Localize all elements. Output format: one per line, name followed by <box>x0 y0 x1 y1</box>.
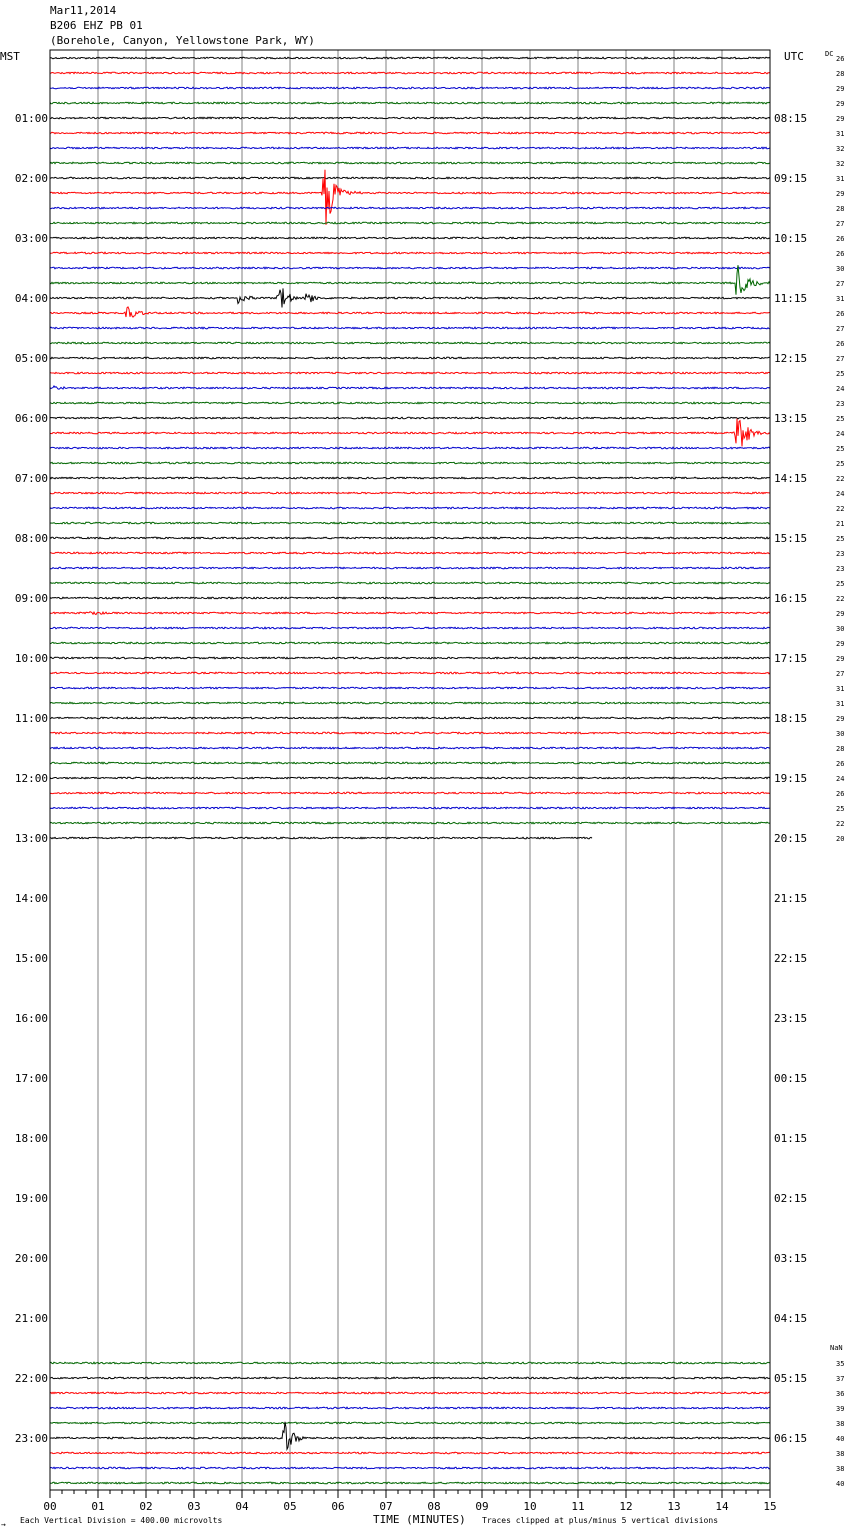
dc-offset-value: 30 <box>836 265 845 273</box>
trace-line <box>50 267 770 269</box>
trace-line <box>50 288 770 307</box>
trace-line <box>50 777 770 779</box>
station-code: B206 EHZ PB 01 <box>50 19 143 32</box>
trace-line <box>50 582 770 584</box>
trace-line <box>50 792 770 794</box>
left-hour-label: 02:00 <box>14 172 48 185</box>
dc-offset-value: 27 <box>836 220 845 228</box>
left-hour-label: 22:00 <box>14 1372 48 1385</box>
x-tick-label: 10 <box>523 1500 537 1513</box>
dc-offset-value: 24 <box>836 385 845 393</box>
dc-offset-value: 20 <box>836 835 845 843</box>
dc-offset-value: 32 <box>836 160 845 168</box>
dc-offset-value: 21 <box>836 520 845 528</box>
trace-line <box>50 1407 770 1409</box>
dc-offset-value: 25 <box>836 460 845 468</box>
right-hour-label: 16:15 <box>774 592 808 605</box>
right-hour-label: 09:15 <box>774 172 808 185</box>
dc-offset-value: 23 <box>836 400 845 408</box>
trace-line <box>50 807 770 809</box>
trace-line <box>50 132 770 134</box>
trace-line <box>50 552 770 554</box>
right-hour-label: 15:15 <box>774 532 808 545</box>
dc-offset-value: 22 <box>836 475 845 483</box>
right-hour-label: 20:15 <box>774 832 808 845</box>
trace-line <box>50 447 770 449</box>
dc-offset-value: 27 <box>836 355 845 363</box>
trace-line <box>50 702 770 704</box>
left-hour-label: 14:00 <box>14 892 48 905</box>
left-hour-label: 15:00 <box>14 952 48 965</box>
trace-line <box>50 357 770 359</box>
dc-offset-value: 24 <box>836 775 845 783</box>
trace-line <box>50 1452 770 1454</box>
left-hour-label: 20:00 <box>14 1252 48 1265</box>
station-location: (Borehole, Canyon, Yellowstone Park, WY) <box>50 34 315 47</box>
trace-line <box>50 837 592 839</box>
trace-line <box>50 612 770 615</box>
trace-line <box>50 762 770 764</box>
dc-offset-value: 29 <box>836 115 845 123</box>
right-hour-label: 21:15 <box>774 892 808 905</box>
dc-offset-value: 26 <box>836 790 845 798</box>
trace-line <box>50 307 770 317</box>
trace-line <box>50 72 770 74</box>
trace-line <box>50 87 770 89</box>
trace-line <box>50 672 770 674</box>
dc-offset-value: 29 <box>836 655 845 663</box>
left-hour-label: 12:00 <box>14 772 48 785</box>
trace-line <box>50 57 770 59</box>
dc-offset-value: 25 <box>836 535 845 543</box>
left-hour-label: 01:00 <box>14 112 48 125</box>
dc-offset-value: 31 <box>836 130 845 138</box>
dc-offset-value: 40 <box>836 1435 845 1443</box>
left-hour-label: 06:00 <box>14 412 48 425</box>
right-hour-label: 14:15 <box>774 472 808 485</box>
trace-line <box>50 492 770 494</box>
left-hour-label: 10:00 <box>14 652 48 665</box>
dc-offset-value: 25 <box>836 370 845 378</box>
trace-line <box>50 477 770 479</box>
trace-line <box>50 222 770 224</box>
dc-offset-value: 29 <box>836 715 845 723</box>
nan-offset-header: NaN <box>830 1344 843 1352</box>
x-tick-label: 12 <box>619 1500 633 1513</box>
right-hour-label: 05:15 <box>774 1372 808 1385</box>
trace-line <box>50 327 770 329</box>
x-tick-label: 02 <box>139 1500 153 1513</box>
trace-line <box>50 567 770 569</box>
x-tick-label: 08 <box>427 1500 441 1513</box>
clip-note: Traces clipped at plus/minus 5 vertical divisions <box>482 1516 719 1525</box>
right-hour-label: 11:15 <box>774 292 808 305</box>
left-hour-label: 17:00 <box>14 1072 48 1085</box>
right-hour-label: 00:15 <box>774 1072 808 1085</box>
dc-offset-value: 29 <box>836 85 845 93</box>
trace-line <box>50 372 770 374</box>
right-hour-label: 17:15 <box>774 652 808 665</box>
dc-offset-value: 29 <box>836 190 845 198</box>
trace-line <box>50 102 770 104</box>
trace-line <box>50 522 770 524</box>
dc-offset-value: 25 <box>836 580 845 588</box>
trace-line <box>50 1377 770 1379</box>
trace-line <box>50 417 770 419</box>
right-timezone-label: UTC <box>784 50 804 63</box>
left-hour-label: 05:00 <box>14 352 48 365</box>
trace-line <box>50 207 770 209</box>
trace-line <box>50 717 770 719</box>
dc-offset-value: 24 <box>836 430 845 438</box>
trace-line <box>50 402 770 404</box>
dc-offset-value: 39 <box>836 1405 845 1413</box>
dc-offset-value: 23 <box>836 550 845 558</box>
dc-offset-value: 38 <box>836 1450 845 1458</box>
right-hour-label: 19:15 <box>774 772 808 785</box>
chart-date: Mar11,2014 <box>50 4 117 17</box>
dc-offset-value: 31 <box>836 700 845 708</box>
left-timezone-label: MST <box>0 50 20 63</box>
dc-offset-value: 36 <box>836 1390 845 1398</box>
right-hour-label: 02:15 <box>774 1192 808 1205</box>
left-hour-label: 18:00 <box>14 1132 48 1145</box>
x-tick-label: 00 <box>43 1500 57 1513</box>
x-tick-label: 01 <box>91 1500 105 1513</box>
dc-offset-value: 29 <box>836 610 845 618</box>
dc-offset-value: 23 <box>836 565 845 573</box>
dc-offset-value: 32 <box>836 145 845 153</box>
left-hour-label: 13:00 <box>14 832 48 845</box>
dc-offset-value: 28 <box>836 745 845 753</box>
trace-line <box>50 1362 770 1364</box>
dc-offset-value: 27 <box>836 325 845 333</box>
trace-line <box>50 822 770 824</box>
right-hour-label: 03:15 <box>774 1252 808 1265</box>
right-hour-label: 13:15 <box>774 412 808 425</box>
trace-line <box>50 1482 770 1484</box>
trace-line <box>50 597 770 599</box>
dc-offset-value: 31 <box>836 685 845 693</box>
scale-mark-icon: → <box>1 1520 6 1529</box>
right-hour-label: 22:15 <box>774 952 808 965</box>
dc-offset-value: 30 <box>836 625 845 633</box>
trace-line <box>50 537 770 539</box>
plot-frame <box>50 50 770 1490</box>
left-hour-label: 07:00 <box>14 472 48 485</box>
dc-offset-value: 35 <box>836 1360 845 1368</box>
trace-line <box>50 265 770 295</box>
dc-offset-value: 40 <box>836 1480 845 1488</box>
x-tick-label: 06 <box>331 1500 345 1513</box>
right-hour-label: 08:15 <box>774 112 808 125</box>
left-hour-label: 03:00 <box>14 232 48 245</box>
trace-line <box>50 147 770 149</box>
dc-offset-value: 22 <box>836 505 845 513</box>
trace-line <box>50 462 770 464</box>
trace-line <box>50 419 770 447</box>
trace-line <box>50 117 770 119</box>
dc-offset-value: 22 <box>836 595 845 603</box>
trace-line <box>50 642 770 644</box>
dc-offset-value: 28 <box>836 70 845 78</box>
dc-offset-value: 24 <box>836 490 845 498</box>
dc-offset-value: 27 <box>836 280 845 288</box>
trace-line <box>50 657 770 659</box>
dc-offset-value: 30 <box>836 730 845 738</box>
dc-offset-value: 27 <box>836 670 845 678</box>
x-tick-label: 03 <box>187 1500 201 1513</box>
dc-offset-value: 25 <box>836 805 845 813</box>
trace-line <box>50 627 770 629</box>
x-axis-title: TIME (MINUTES) <box>373 1513 466 1526</box>
x-tick-label: 11 <box>571 1500 585 1513</box>
dc-offset-value: 26 <box>836 55 845 63</box>
dc-offset-value: 37 <box>836 1375 845 1383</box>
left-hour-label: 08:00 <box>14 532 48 545</box>
right-hour-label: 23:15 <box>774 1012 808 1025</box>
x-tick-label: 13 <box>667 1500 681 1513</box>
trace-line <box>50 386 770 389</box>
left-hour-label: 11:00 <box>14 712 48 725</box>
right-hour-label: 04:15 <box>774 1312 808 1325</box>
trace-line <box>50 237 770 239</box>
left-hour-label: 16:00 <box>14 1012 48 1025</box>
dc-offset-value: 26 <box>836 310 845 318</box>
dc-offset-value: 29 <box>836 640 845 648</box>
axis-labels <box>15 55 845 1513</box>
dc-offset-value: 26 <box>836 760 845 768</box>
trace-line <box>50 747 770 749</box>
trace-line <box>50 162 770 164</box>
minute-gridlines <box>98 50 722 1490</box>
right-hour-label: 12:15 <box>774 352 808 365</box>
left-hour-label: 09:00 <box>14 592 48 605</box>
trace-line <box>50 507 770 509</box>
dc-offset-value: 26 <box>836 250 845 258</box>
vertical-division-note: Each Vertical Division = 400.00 microvolts <box>20 1516 223 1525</box>
left-hour-label: 04:00 <box>14 292 48 305</box>
x-tick-label: 09 <box>475 1500 489 1513</box>
dc-offset-value: 31 <box>836 295 845 303</box>
dc-offset-value: 26 <box>836 340 845 348</box>
dc-offset-value: 26 <box>836 235 845 243</box>
trace-line <box>50 1392 770 1394</box>
dc-offset-value: 28 <box>836 205 845 213</box>
trace-line <box>50 687 770 689</box>
dc-offset-value: 22 <box>836 820 845 828</box>
trace-line <box>50 177 770 179</box>
dc-offset-value: 38 <box>836 1465 845 1473</box>
dc-offset-value: 25 <box>836 445 845 453</box>
trace-line <box>50 1467 770 1469</box>
trace-line <box>50 732 770 734</box>
dc-offset-value: 31 <box>836 175 845 183</box>
x-tick-label: 07 <box>379 1500 393 1513</box>
dc-offset-value: 29 <box>836 100 845 108</box>
x-tick-label: 05 <box>283 1500 297 1513</box>
x-tick-label: 14 <box>715 1500 729 1513</box>
x-tick-label: 15 <box>763 1500 777 1513</box>
right-hour-label: 18:15 <box>774 712 808 725</box>
left-hour-label: 23:00 <box>14 1432 48 1445</box>
left-hour-label: 19:00 <box>14 1192 48 1205</box>
trace-line <box>50 252 770 254</box>
dc-offset-header: DC <box>825 50 834 58</box>
left-hour-label: 21:00 <box>14 1312 48 1325</box>
dc-offset-value: 38 <box>836 1420 845 1428</box>
right-hour-label: 10:15 <box>774 232 808 245</box>
dc-offset-value: 25 <box>836 415 845 423</box>
right-hour-label: 01:15 <box>774 1132 808 1145</box>
trace-line <box>50 1422 770 1424</box>
right-hour-label: 06:15 <box>774 1432 808 1445</box>
seismic-traces <box>50 57 770 1484</box>
trace-line <box>50 342 770 344</box>
x-tick-label: 04 <box>235 1500 249 1513</box>
trace-line <box>50 1422 770 1449</box>
